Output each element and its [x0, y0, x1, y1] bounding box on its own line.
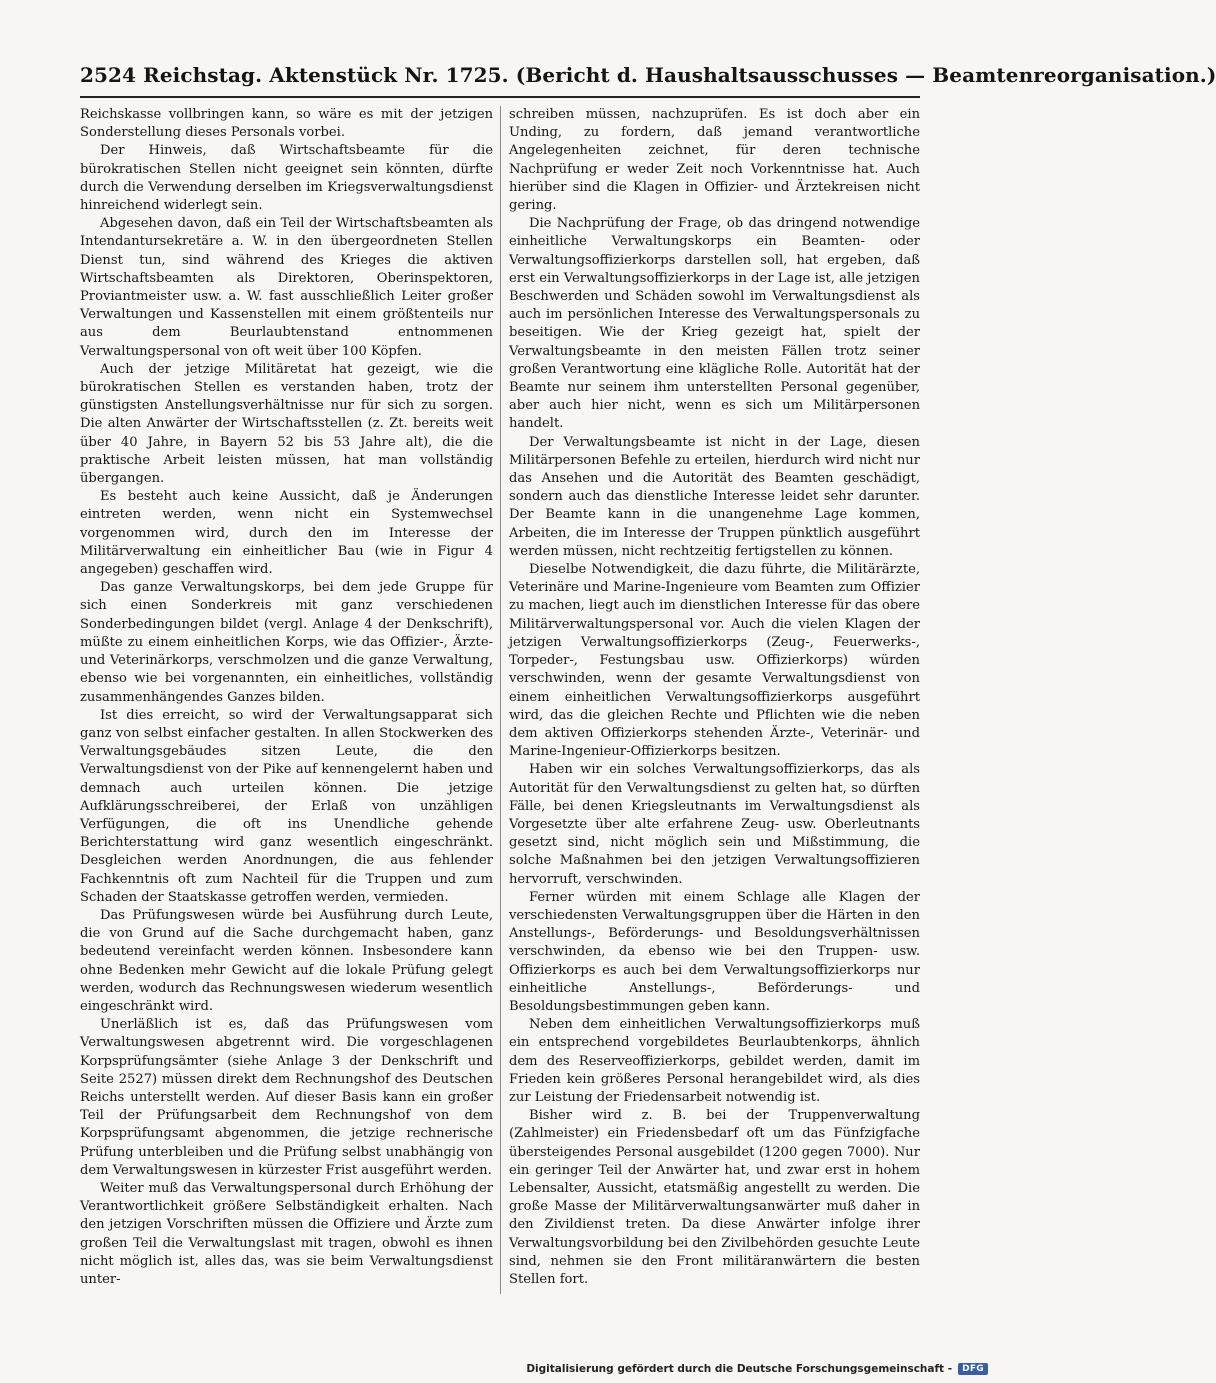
dfg-logo: DFG — [958, 1363, 988, 1375]
digitization-credit — [526, 1363, 988, 1375]
page-header: 2524 Reichstag. Aktenstück Nr. 1725. (Bericht d. Haushaltsausschusses — Beamtenreorganisation.) — [80, 63, 1216, 87]
paragraph: Ferner würden mit einem Schlage alle Klagen der verschiedensten Verwaltungsgruppen über die Härten in den Anstellungs-, Beförderungs- und Besoldungsverhältnissen verschwinden, da ebenso wie bei den Truppen- usw. Offizierkorps es auch bei dem Verwaltungsoffizierkorps nur einheitliche Anstellungs-, Beförderungs- und Besoldungsbestimmungen geben kann. — [509, 889, 920, 1014]
paragraph: Unerläßlich ist es, daß das Prüfungswesen vom Verwaltungswesen abgetrennt wird. Die vorgeschlagenen Korpsprüfungsämter (siehe Anlage 3 der Denkschrift und Seite 2527) müssen direkt dem Rechnungshof des Deutschen Reichs unterstellt werden. Auf dieser Basis kann ein großer Teil der Prüfungsarbeit dem Rechnungshof von dem Korpsprüfungsamt abgenommen, die jetzige rechnerische Prüfung unterbleiben und die Prüfung selbst unabhängig von dem Verwaltungswesen in kürzester Frist ausgeführt werden. — [80, 1017, 493, 1178]
paragraph: Weiter muß das Verwaltungspersonal durch Erhöhung der Verantwortlichkeit größere Selbständigkeit erhalten. Nach den jetzigen Vorschriften müssen die Offiziere und Ärzte zum großen Teil die Verwaltungslast mit tragen, obwohl es ihnen nicht möglich ist, alles das, was sie beim Verwaltungsdienst unter- — [80, 1180, 493, 1287]
paragraph: Neben dem einheitlichen Verwaltungsoffizierkorps muß ein entsprechend vorgebildetes Beurlaubtenkorps, ähnlich dem des Reserveoffizierkorps, gebildet werden, damit im Frieden kein größeres Personal herangebildet wird, als dies zur Leistung der Friedensarbeit notwendig ist. — [509, 1017, 920, 1105]
paragraph: Die Nachprüfung der Frage, ob das dringend notwendige einheitliche Verwaltungskorps ein Beamten- oder Verwaltungsoffizierkorps darstellen soll, hat ergeben, daß erst ein Verwaltungsoffizierkorps in der Lage ist, alle jetzigen Beschwerden und Schäden sowohl im Verwaltungsdienst als auch im persönlichen Interesse des Verwaltungspersonals zu beseitigen. Wie der Krieg gezeigt hat, spielt der Verwaltungsbeamte in den meisten Fällen trotz seiner großen Verantwortung eine klägliche Rolle. Autorität hat der Beamte nur seinem ihm unterstellten Personal gegenüber, aber auch hier nicht, wenn es sich um Militärpersonen handelt. — [509, 216, 920, 432]
footer-text: Digitalisierung gefördert durch die Deutsche Forschungsgemeinschaft - — [526, 1363, 953, 1375]
paragraph: schreiben müssen, nachzuprüfen. Es ist doch aber ein Unding, zu fordern, daß jemand verantwortliche Angelegenheiten zeichnet, für deren technische Nachprüfung er weder Zeit noch Vorkenntnisse hat. Auch hierüber sind die Klagen in Offizier- und Ärztekreisen nicht gering. — [509, 107, 920, 214]
paragraph: Das ganze Verwaltungskorps, bei dem jede Gruppe für sich einen Sonderkreis mit ganz verschiedenen Sonderbedingungen bildet (vergl. Anlage 4 der Denkschrift), müßte zu einem einheitlichen Korps, wie das Offizier-, Ärzte- und Veterinärkorps, verschmolzen und die ganze Verwaltung, ebenso wie bei vorgenannten, ein einheitliches, vollständig zusammenhängendes Ganzes bilden. — [80, 580, 493, 705]
paragraph: Reichskasse vollbringen kann, so wäre es mit der jetzigen Sonderstellung dieses Personals vorbei. — [80, 107, 493, 141]
paragraph: Auch der jetzige Militäretat hat gezeigt, wie die bürokratischen Stellen es verstanden haben, trotz der günstigsten Anstellungsverhältnisse nur für sich zu sorgen. Die alten Anwärter der Wirtschaftsstellen (z. Zt. bereits weit über 40 Jahre, in Bayern 52 bis 53 Jahre alt), die die praktische Arbeit leisten müssen, hat man vollständig übergangen. — [80, 361, 493, 487]
column-divider — [500, 106, 501, 1294]
paragraph: Der Hinweis, daß Wirtschaftsbeamte für die bürokratischen Stellen nicht geeignet sein könnten, dürfte durch die Verwendung derselben im Kriegsverwaltungsdienst hinreichend widerlegt sein. — [80, 143, 493, 214]
paragraph: Dieselbe Notwendigkeit, die dazu führte, die Militärärzte, Veterinäre und Marine-Ingenieure vom Beamten zum Offizier zu machen, liegt auch im dienstlichen Interesse für das obere Militärverwaltungspersonal vor. Auch die vielen Klagen der jetzigen Verwaltungsoffizierkorps (Zeug-, Feuerwerks-, Torpeder-, Festungsbau usw. Offizierkorps) würden verschwinden, wenn der gesamte Verwaltungsdienst von einem einheitlichen Verwaltungsoffizierkorps ausgeführt wird, das die gleichen Rechte und Pflichten wie die neben dem aktiven Offizierkorps stehenden Ärzte-, Veterinär- und Marine-Ingenieur-Offizierkorps besitzen. — [509, 562, 920, 760]
paragraph: Das Prüfungswesen würde bei Ausführung durch Leute, die von Grund auf die Sache durchgemacht haben, ganz bedeutend vereinfacht werden können. Insbesondere kann ohne Bedenken mehr Gewicht auf die lokale Prüfung gelegt werden, wodurch das Rechnungswesen wiederum wesentlich eingeschränkt wird. — [80, 907, 493, 1014]
paragraph: Der Verwaltungsbeamte ist nicht in der Lage, diesen Militärpersonen Befehle zu erteilen, hierdurch wird nicht nur das Ansehen und die Autorität des Beamten geschädigt, sondern auch das dienstliche Interesse leidet sehr darunter. Der Beamte kann in die unangenehme Lage kommen, Arbeiten, die im Interesse der Truppen pünktlich ausgeführt werden müssen, nicht rechtzeitig fertigstellen zu können. — [509, 434, 920, 559]
paragraph: Haben wir ein solches Verwaltungsoffizierkorps, das als Autorität für den Verwaltungsdienst zu gelten hat, so dürften Fälle, bei denen Kriegsleutnants im Verwaltungsdienst als Vorgesetzte über alte erfahrene Zeug- usw. Oberleutnants gesetzt sind, nicht möglich sein und Mißstimmung, die solche Maßnahmen bei den jetzigen Verwaltungsoffizieren hervorruft, verschwinden. — [509, 762, 920, 887]
paragraph: Ist dies erreicht, so wird der Verwaltungsapparat sich ganz von selbst einfacher gestalten. In allen Stockwerken des Verwaltungsgebäudes sitzen Leute, die den Verwaltungsdienst von der Pike auf kennengelernt haben und demnach auch urteilen können. Die jetzige Aufklärungsschreiberei, der Erlaß von unzähligen Verfügungen, die oft ins Unendliche gehende Berichterstattung wird ganz wesentlich eingeschränkt. Desgleichen werden Anordnungen, die aus fehlender Fachkenntnis oft zum Nachteil für die Truppen und zum Schaden der Staatskasse getroffen werden, vermieden. — [80, 707, 493, 905]
paragraph: Abgesehen davon, daß ein Teil der Wirtschaftsbeamten als Intendantursekretäre a. W. in den übergeordneten Stellen Dienst tun, sind während des Krieges die aktiven Wirtschaftsbeamten als Direktoren, Oberinspektoren, Proviantmeister usw. a. W. fast ausschließlich Leiter großer Verwaltungen und Kassenstellen mit einem größtenteils nur aus dem Beurlaubtenstand entnommenen Verwaltungspersonal von oft weit über 100 Köpfen. — [80, 216, 493, 359]
paragraph: Es besteht auch keine Aussicht, daß je Änderungen eintreten werden, wenn nicht ein Systemwechsel vorgenommen wird, durch den im Interesse der Militärverwaltung ein einheitlicher Bau (wie in Figur 4 angegeben) geschaffen wird. — [80, 489, 493, 578]
header-rule — [80, 96, 920, 98]
left-column — [80, 106, 493, 1289]
right-column — [509, 106, 920, 1289]
paragraph: Bisher wird z. B. bei der Truppenverwaltung (Zahlmeister) ein Friedensbedarf oft um das Fünfzigfache übersteigendes Personal ausgebildet (1200 gegen 7000). Nur ein geringer Teil der Anwärter hat, und zwar erst in hohem Lebensalter, Aussicht, etatsmäßig angestellt zu werden. Die große Masse der Militärverwaltungsanwärter muß daher in den Zivildienst treten. Da diese Anwärter infolge ihrer Verwaltungsvorbildung bei den Zivilbehörden gesuchte Leute sind, nehmen sie den Front militäranwärtern die besten Stellen fort. — [509, 1108, 920, 1287]
